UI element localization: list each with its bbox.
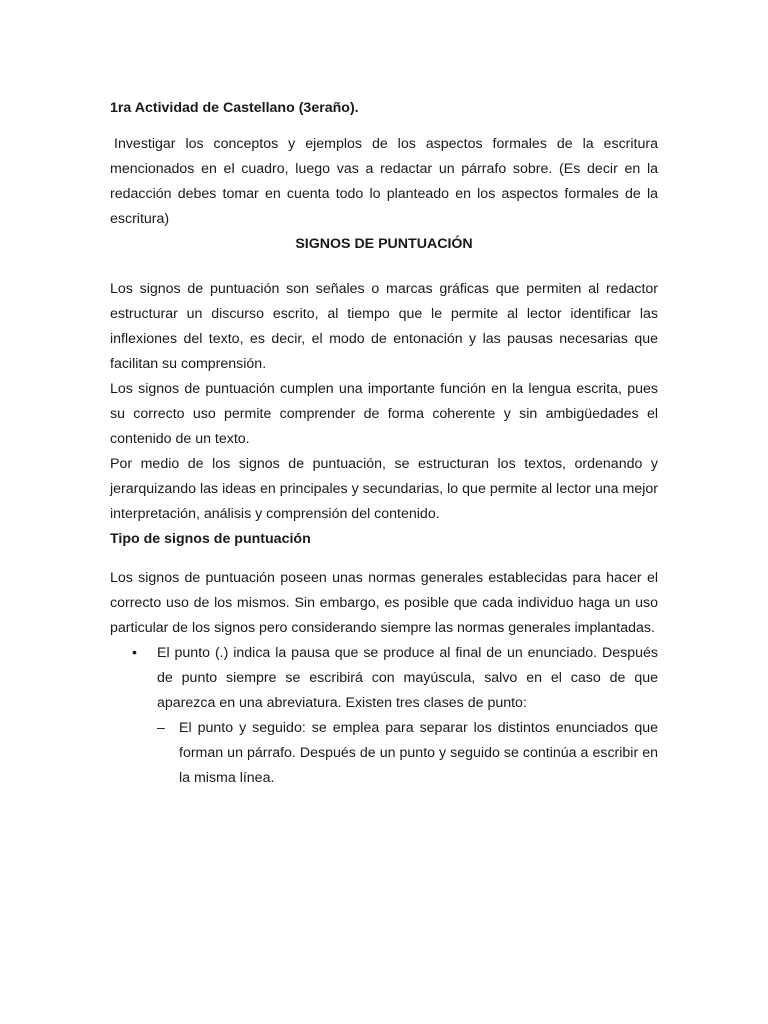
- bullet-text: El punto (.) indica la pausa que se produce al final de un enunciado. Después de punto siempre se escribirá con mayúscula, salvo en el caso de que aparezca en una abreviatura. Existen tres clases de punto:: [157, 645, 658, 711]
- subsection-title: Tipo de signos de puntuación: [110, 531, 311, 547]
- intro-paragraph: Investigar los conceptos y ejemplos de los aspectos formales de la escritura mencionados en el cuadro, luego vas a redactar un párrafo sobre. (Es decir en la redacción debes tomar en cuenta todo lo planteado en los aspectos formales de la escritura): [110, 136, 658, 227]
- dash-marker: –: [157, 720, 165, 736]
- paragraph-4: Los signos de puntuación poseen unas normas generales establecidas para hacer el correcto uso de los mismos. Sin embargo, es posible que cada individuo haga un uso particular de los signos pero considerando siempre las normas generales implantadas.: [110, 570, 658, 636]
- sub-list-item: [157, 716, 658, 791]
- paragraph-2: Los signos de puntuación cumplen una importante función en la lengua escrita, pues su correcto uso permite comprender de forma coherente y sin ambigüedades el contenido de un texto.: [110, 381, 658, 447]
- section-title: SIGNOS DE PUNTUACIÓN: [295, 236, 473, 252]
- paragraph-1: Los signos de puntuación son señales o marcas gráficas que permiten al redactor estructurar un discurso escrito, al tiempo que le permite al lector identificar las inflexiones del texto, es decir, el modo de entonación y las pausas necesarias que facilitan su comprensión.: [110, 281, 658, 372]
- bullet-list: [110, 641, 658, 791]
- paragraph-3: Por medio de los signos de puntuación, se estructuran los textos, ordenando y jerarquizando las ideas en principales y secundarias, lo que permite al lector una mejor interpretación, análisis y comprensión del contenido.: [110, 456, 658, 522]
- sub-list: [157, 716, 658, 791]
- document-title: 1ra Actividad de Castellano (3eraño).: [110, 100, 359, 116]
- sub-item-text: El punto y seguido: se emplea para separar los distintos enunciados que forman un párrafo. Después de un punto y seguido se continúa a escribir en la misma línea.: [179, 720, 658, 786]
- bullet-marker: •: [132, 645, 137, 661]
- list-item: [110, 641, 658, 791]
